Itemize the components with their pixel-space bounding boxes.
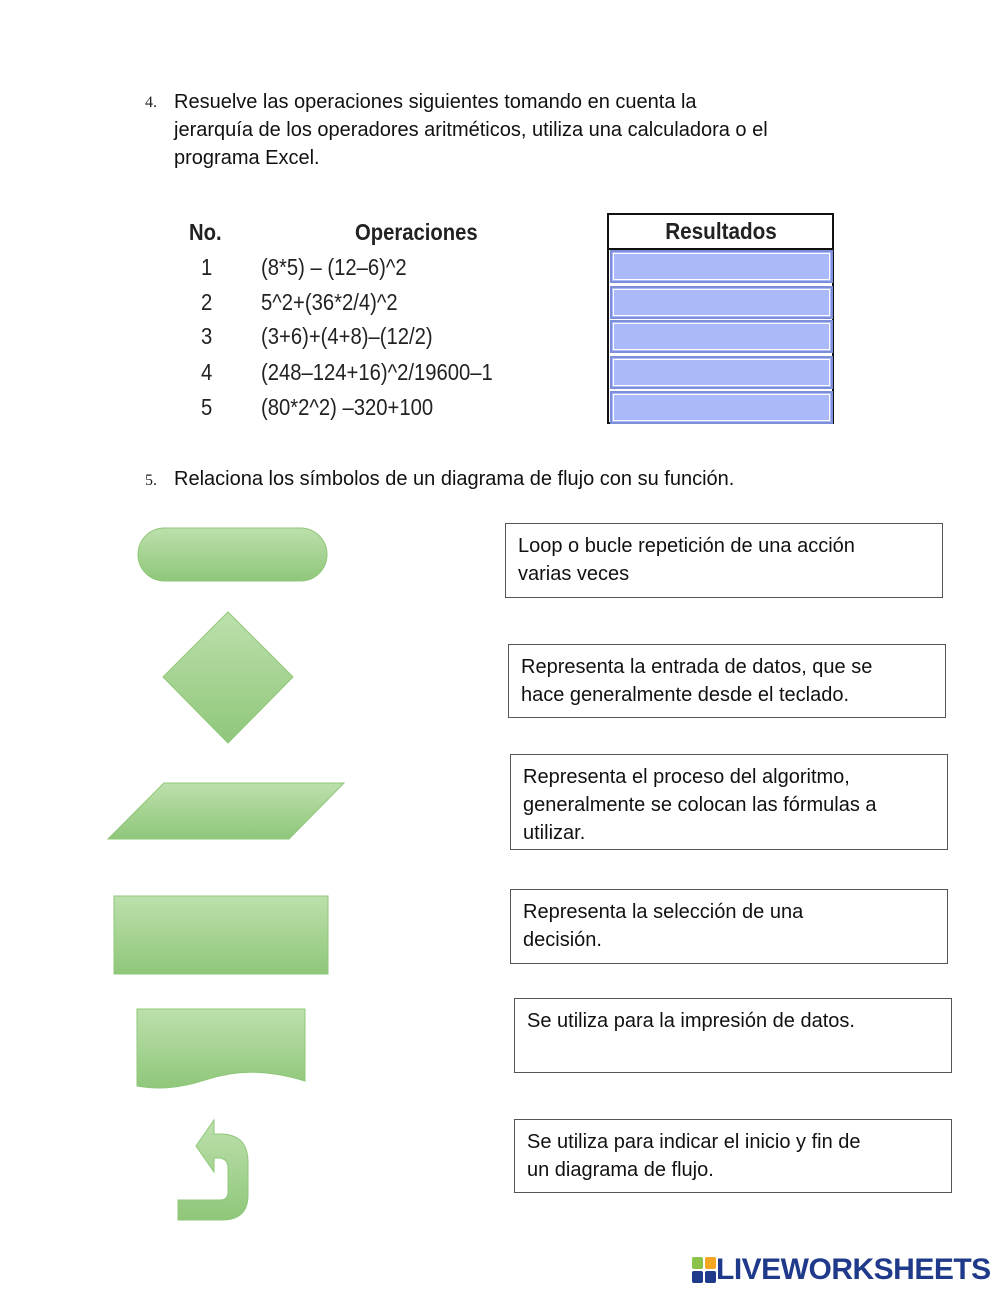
description-1-line-2: varias veces: [518, 563, 630, 585]
result-input-4[interactable]: [610, 356, 833, 389]
terminal-symbol[interactable]: [138, 528, 327, 581]
row-5-operation: (80*2^2) –320+100: [261, 394, 434, 420]
column-header-results: [609, 215, 832, 250]
description-4-line-2: decisión.: [523, 929, 602, 951]
flowchart-symbols: [0, 500, 480, 1230]
row-3-number: 3: [201, 323, 213, 349]
result-input-2[interactable]: [610, 286, 833, 319]
column-header-no: No.: [189, 219, 222, 245]
question-4-number: 4.: [145, 94, 157, 111]
question-4-line-1: Resuelve las operaciones siguientes tomando en cuenta la: [174, 91, 697, 113]
result-input-5[interactable]: [610, 391, 833, 424]
column-header-operations: Operaciones: [355, 219, 478, 245]
description-3-line-2: generalmente se colocan las fórmulas a: [523, 794, 877, 816]
description-box-3[interactable]: [510, 754, 948, 850]
description-2-line-2: hace generalmente desde el teclado.: [521, 684, 850, 706]
description-box-2[interactable]: [508, 644, 946, 718]
description-6-line-1: Se utiliza para indicar el inicio y fin de: [527, 1131, 861, 1153]
description-3-line-1: Representa el proceso del algoritmo,: [523, 766, 850, 788]
question-4-line-3: programa Excel.: [174, 147, 320, 169]
process-symbol[interactable]: [114, 896, 328, 974]
description-box-1[interactable]: [505, 523, 943, 598]
results-header-label: Resultados: [664, 218, 777, 244]
description-box-6[interactable]: [514, 1119, 952, 1193]
row-4-operation: (248–124+16)^2/19600–1: [261, 359, 493, 385]
liveworksheets-logo-icon: [692, 1257, 716, 1283]
question-5-text: Relaciona los símbolos de un diagrama de flujo con su función.: [174, 468, 735, 490]
description-1-line-1: Loop o bucle repetición de una acción: [518, 535, 855, 557]
loop-arrow-symbol[interactable]: [178, 1120, 248, 1220]
description-4-line-1: Representa la selección de una: [523, 901, 804, 923]
description-2-line-1: Representa la entrada de datos, que se: [521, 656, 873, 678]
question-5-number: 5.: [145, 472, 157, 489]
description-5-line-1: Se utiliza para la impresión de datos.: [527, 1010, 855, 1032]
description-3-line-3: utilizar.: [523, 822, 586, 844]
question-4-text: [174, 88, 768, 172]
liveworksheets-logo: [692, 1253, 991, 1287]
description-box-5[interactable]: [514, 998, 952, 1073]
description-6-line-2: un diagrama de flujo.: [527, 1159, 714, 1181]
liveworksheets-logo-text: LIVEWORKSHEETS: [716, 1253, 991, 1286]
row-1-number: 1: [201, 254, 213, 280]
document-symbol[interactable]: [137, 1009, 305, 1088]
result-input-1[interactable]: [610, 250, 833, 283]
row-3-operation: (3+6)+(4+8)–(12/2): [261, 323, 433, 349]
row-2-number: 2: [201, 289, 213, 315]
row-1-operation: (8*5) – (12–6)^2: [261, 254, 407, 280]
description-box-4[interactable]: [510, 889, 948, 964]
question-4-line-2: jerarquía de los operadores aritméticos, utiliza una calculadora o el: [174, 119, 768, 141]
input-output-symbol[interactable]: [108, 783, 344, 839]
row-5-number: 5: [201, 394, 213, 420]
row-4-number: 4: [201, 359, 213, 385]
result-input-3[interactable]: [610, 320, 833, 353]
row-2-operation: 5^2+(36*2/4)^2: [261, 289, 398, 315]
decision-symbol[interactable]: [163, 612, 293, 743]
